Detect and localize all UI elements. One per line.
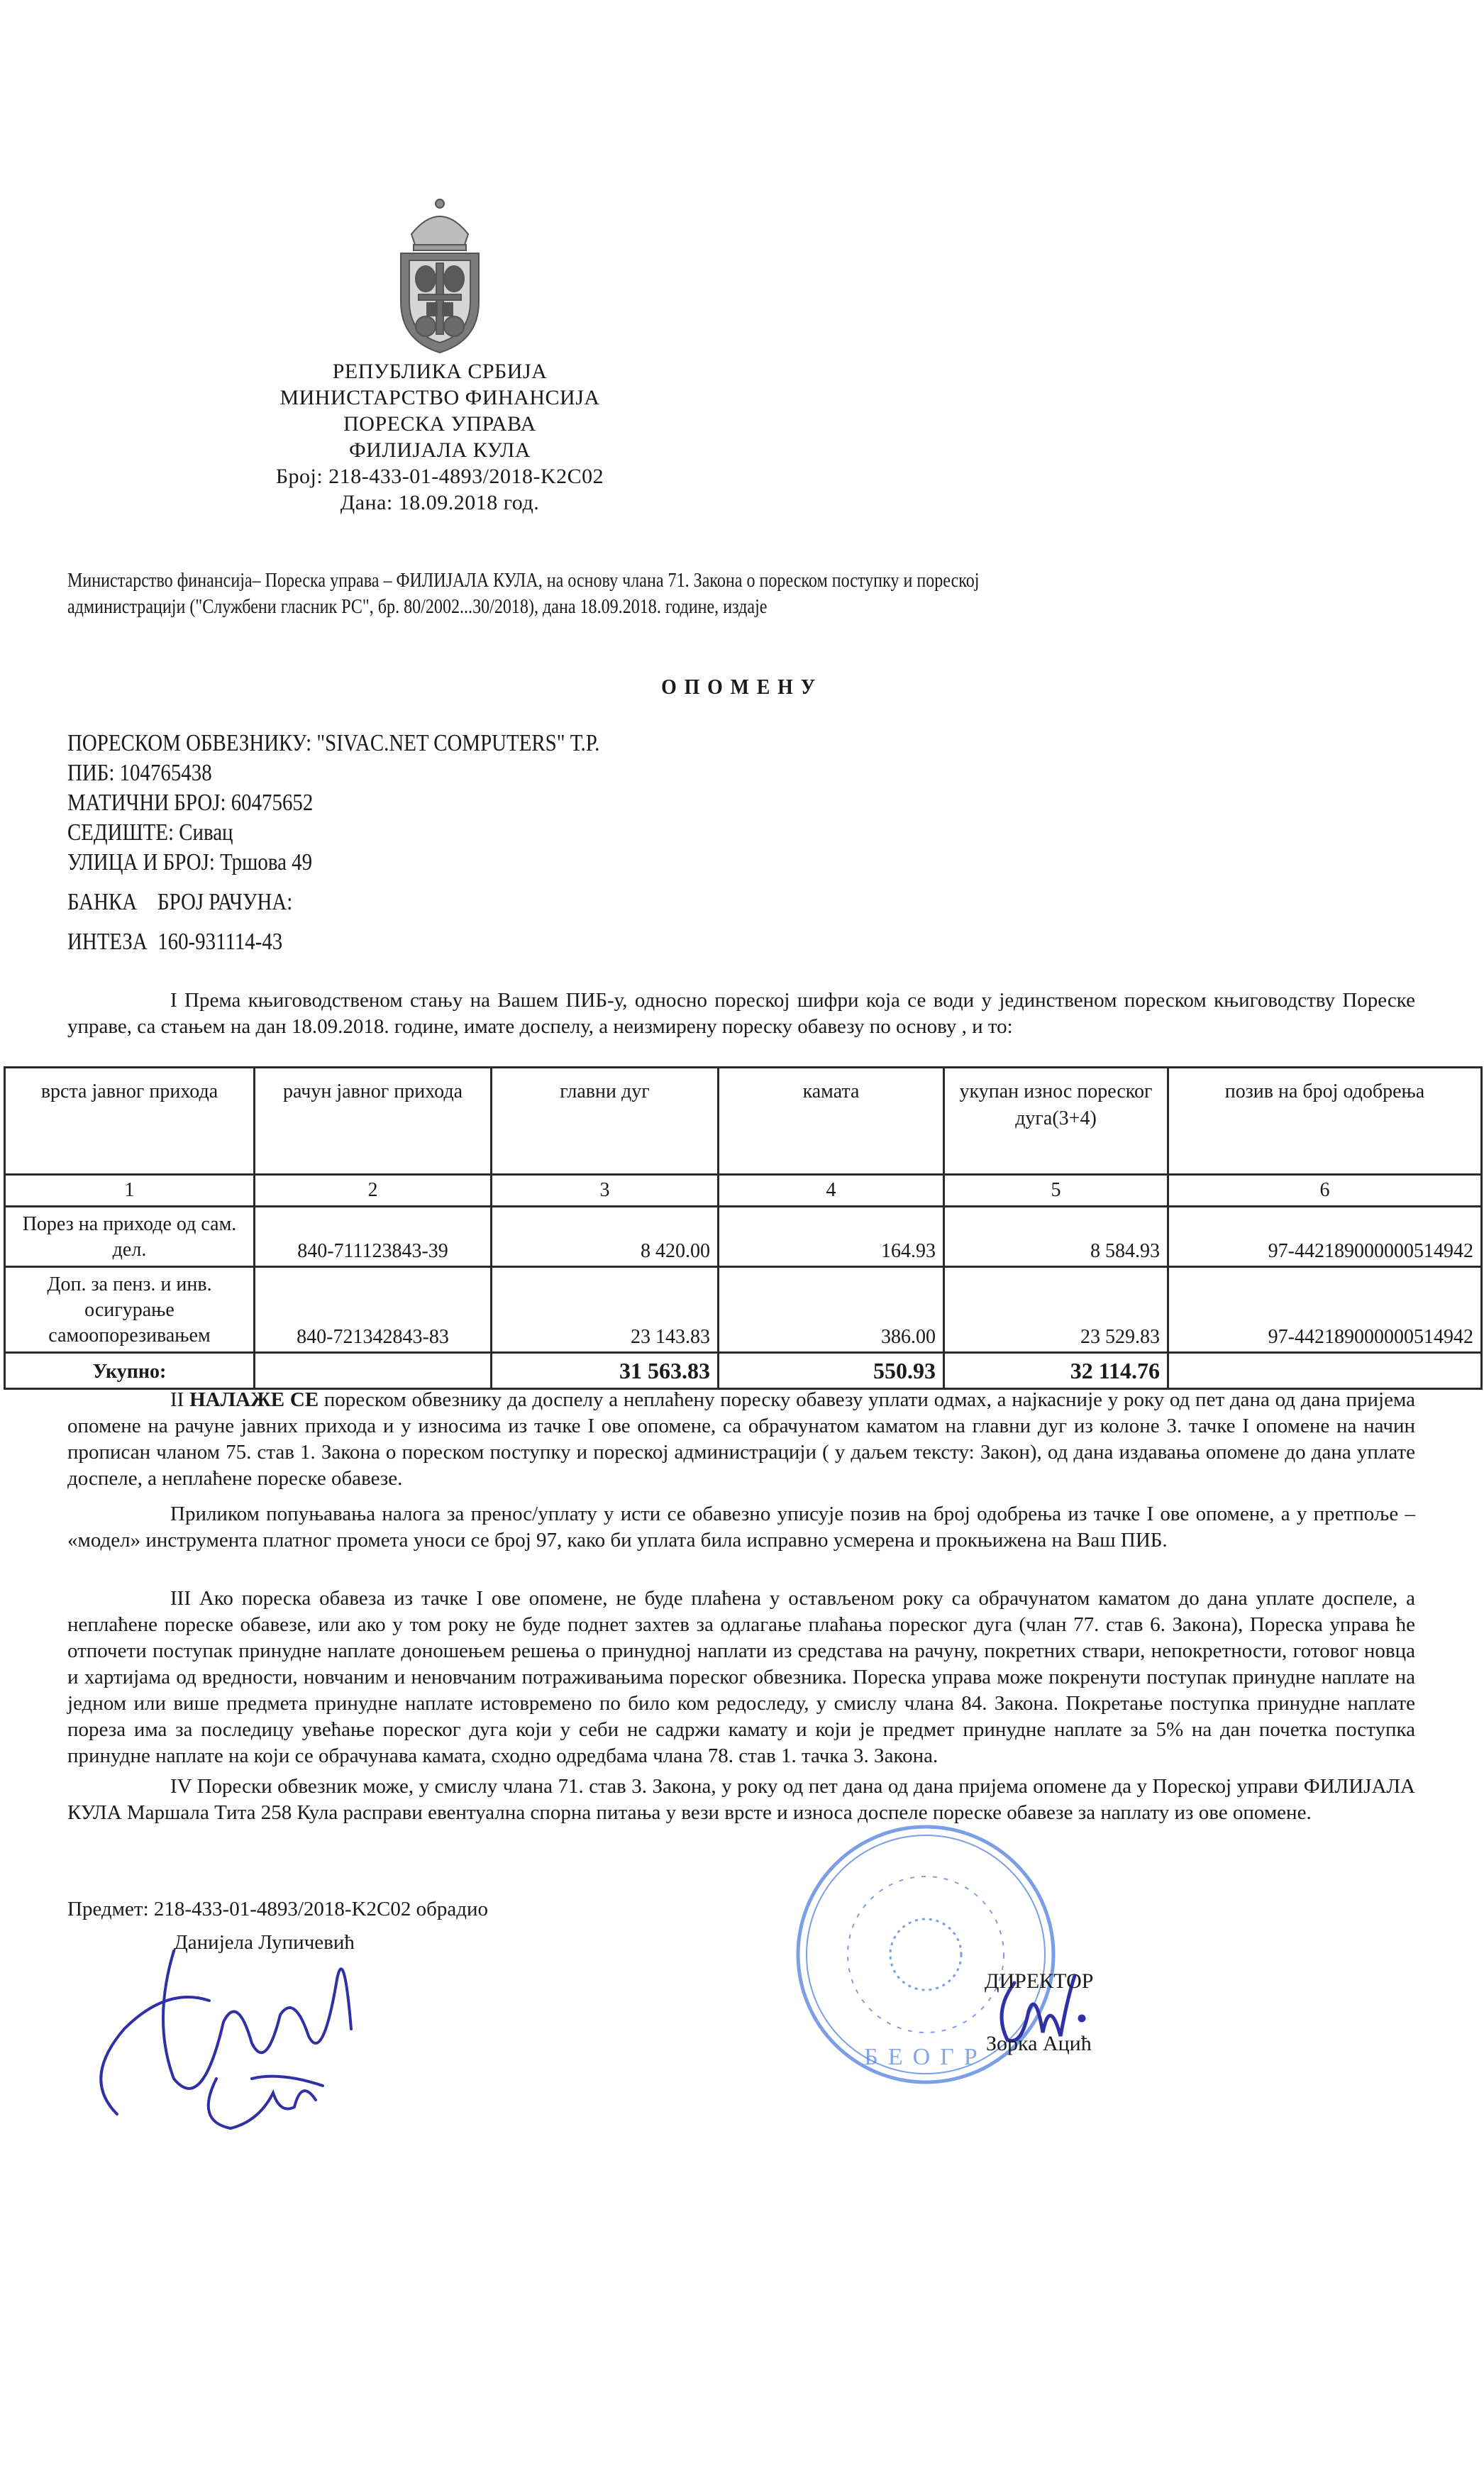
col-header-revenue-account: рачун јавног прихода [255, 1068, 492, 1175]
administration-name: ПОРЕСКА УПРАВА [343, 412, 536, 436]
table-total-row [5, 1353, 1482, 1389]
total-amount: 8 584.93 [944, 1207, 1168, 1267]
svg-text:БЕОГР: БЕОГР [864, 2044, 987, 2070]
total-principal: 31 563.83 [492, 1353, 719, 1389]
director-title: ДИРЕКТОР [985, 1969, 1094, 1993]
taxpayer-pib: ПИБ: 104765438 [67, 760, 212, 786]
section-4-text [67, 1774, 1415, 1826]
section-1-text [67, 988, 1415, 1040]
table-row [5, 1207, 1482, 1267]
bank-label: БАНКА БРОЈ РАЧУНА: [67, 889, 293, 915]
taxpayer-seat: СЕДИШТЕ: Сивац [67, 819, 233, 846]
country-name: РЕПУБЛИКА СРБИЈА [332, 360, 548, 383]
revenue-account: 840-721342843-83 [255, 1267, 492, 1353]
section-2-body: пореском обвезнику да доспелу а неплаћену пореску обавезу уплати одмах, а најкасније у року од пет дана од дана пријема опомене на рачуне јавних прихода и у износима из тачке I ове опомене, са обрачунатом каматом на главни дуг из колоне 3. тачке I опомене на начин прописан чланом 75. став 1. Закона о пореском поступку и пореској администрацији ( у даљем тексту: Закон), од дана издавања опомене до дана уплате доспеле, а неплаћене пореске обавезе. [67, 1388, 1416, 1490]
processor-signature-icon [67, 1937, 394, 2171]
ministry-name: МИНИСТАРСТВО ФИНАНСИЈА [279, 386, 600, 409]
principal-amount: 23 143.83 [492, 1267, 719, 1353]
col-header-reference: позив на број одобрења [1168, 1068, 1482, 1175]
col-header-interest: камата [719, 1068, 944, 1175]
interest-amount: 164.93 [719, 1207, 944, 1267]
payment-reference: 97-442189000000514942 [1168, 1207, 1482, 1267]
interest-amount: 386.00 [719, 1267, 944, 1353]
branch-name: ФИЛИЈАЛА КУЛА [348, 438, 531, 462]
document-date: Дана: 18.09.2018 год. [340, 491, 540, 514]
intro-line-2: администрацији ("Службени гласник РС", бр. 80/2002...30/2018), дана 18.09.2018. године, издаје [67, 595, 768, 618]
section-3-text [67, 1586, 1415, 1769]
processor-name: Данијела Лупичевић [174, 1931, 355, 1954]
table-header-row [5, 1068, 1482, 1175]
coat-of-arms-icon [394, 195, 486, 355]
revenue-type: Доп. за пенз. и инв. осигурање самоопорезивањем [5, 1267, 255, 1353]
section-1-body: I Према књиговодственом стању на Вашем ПИБ-у, односно пореској шифри која се води у јединственом пореском књиговодству Пореске управе, са стањем на дан 18.09.2018. године, имате доспелу, а неизмирену пореску обавезу по основу , и то: [67, 989, 1415, 1038]
payment-reference: 97-442189000000514942 [1168, 1267, 1482, 1353]
section-3-body: III Ако пореска обавеза из тачке I ове опомене, не буде плаћена у остављеном року са обрачунатом каматом до дана уплате доспеле, а неплаћене пореске обавезе, или ако у том року не буде поднет захтев за одлагање плаћања пореског дуга (члан 77. став 6. Закона), Пореска управа ће отпочети поступак принудне наплате доношењем решења о принудној наплати из средстава на рачуну, покретних ствари, непокретности, готовог новца и хартијама од вредности, новчаним и неновчаним потраживањима пореског обвезника. Пореска управа може покренути поступак принудне наплате на једном или више предмета принудне наплате истовремено по било ком редоследу, у смислу члана 84. Закона. Покретање поступка принудне наплате пореза има за последицу увећање пореског дуга који у себи не садржи камату и који је предмет принудне наплате за 5% на дан почетка поступка принудне наплате на који се обрачунава камата, сходно одредбама члана 78. став 1. тачка 3. Закона. [67, 1587, 1415, 1767]
empty-cell [1168, 1353, 1482, 1389]
payment-note [67, 1501, 1415, 1554]
section-2-heading: НАЛАЖЕ СЕ [189, 1388, 319, 1411]
section-2-text [67, 1387, 1415, 1492]
bank-account: ИНТЕЗА 160-931114-43 [67, 929, 283, 955]
column-number: 5 [944, 1175, 1168, 1207]
principal-amount: 8 420.00 [492, 1207, 719, 1267]
col-header-revenue-type: врста јавног прихода [5, 1068, 255, 1175]
total-amount: 23 529.83 [944, 1267, 1168, 1353]
document-title: ОПОМЕНУ [661, 674, 823, 699]
issuer-header [213, 358, 667, 516]
total-interest: 550.93 [719, 1353, 944, 1389]
grand-total: 32 114.76 [944, 1353, 1168, 1389]
column-number-row [5, 1175, 1482, 1207]
col-header-principal: главни дуг [492, 1068, 719, 1175]
payment-note-body: Приликом попуњавања налога за пренос/уплату у исти се обавезно уписује позив на број одобрења из тачке I ове опомене, а у претпоље – «модел» инструмента платног промета уноси се број 97, како би уплата била исправно усмерена и прокњижена на Ваш ПИБ. [67, 1503, 1415, 1552]
taxpayer-name: ПОРЕСКОМ ОБВЕЗНИКУ: "SIVAC.NET COMPUTERS" Т.Р. [67, 730, 600, 756]
intro-line-1: Министарство финансија– Пореска управа – ФИЛИЈАЛА КУЛА, на основу члана 71. Закона о пореском поступку и пореској [67, 569, 980, 592]
document-number: Број: 218-433-01-4893/2018-K2C02 [275, 465, 604, 488]
section-2-numeral: II [170, 1388, 184, 1411]
subject-line: Предмет: 218-433-01-4893/2018-K2C02 обрадио [67, 1898, 489, 1920]
column-number: 6 [1168, 1175, 1482, 1207]
taxpayer-block [67, 729, 599, 958]
column-number: 4 [719, 1175, 944, 1207]
revenue-account: 840-711123843-39 [255, 1207, 492, 1267]
section-4-body: IV Порески обвезник може, у смислу члана 71. став 3. Закона, у року од пет дана од дана пријема опомене да у Пореској управи ФИЛИЈАЛА КУЛА Маршала Тита 258 Кула расправи евентуална спорна питања у вези врсте и износа доспеле пореске обавезе за наплату из ове опомене. [67, 1775, 1415, 1824]
director-name: Зорка Ацић [986, 2032, 1092, 2055]
column-number: 3 [492, 1175, 719, 1207]
empty-cell [255, 1353, 492, 1389]
tax-debt-table [4, 1066, 1483, 1390]
table-row [5, 1267, 1482, 1353]
column-number: 1 [5, 1175, 255, 1207]
total-label: Укупно: [5, 1353, 255, 1389]
intro-text [67, 568, 1327, 620]
taxpayer-street: УЛИЦА И БРОЈ: Тршова 49 [67, 849, 313, 875]
column-number: 2 [255, 1175, 492, 1207]
taxpayer-registry-number: МАТИЧНИ БРОЈ: 60475652 [67, 790, 314, 816]
revenue-type: Порез на приходе од сам. дел. [5, 1207, 255, 1267]
col-header-total-debt: укупан износ пореског дуга(3+4) [944, 1068, 1168, 1175]
